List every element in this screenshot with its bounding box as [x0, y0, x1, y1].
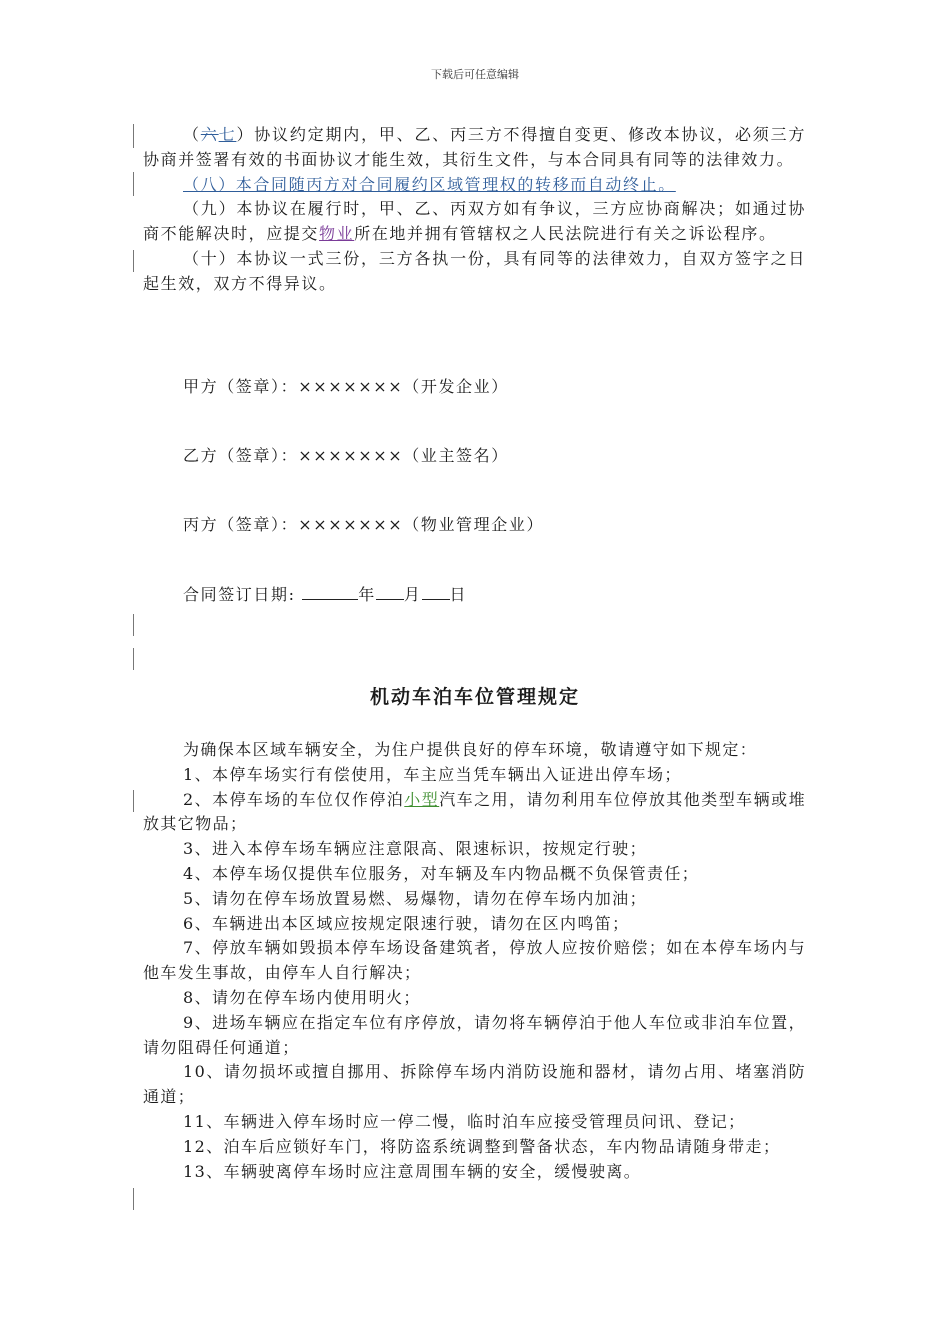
change-bar [133, 124, 134, 148]
clause-9: （九）本协议在履行时，甲、乙、丙双方如有争议，三方应协商解决；如通过协商不能解决时，应提交物业所在地并拥有管辖权之人民法院进行有关之诉讼程序。 [143, 199, 806, 244]
parking-rules [143, 738, 806, 1184]
rule-item: 3、进入本停车场车辆应注意限高、限速标识，按规定行驶； [183, 839, 647, 859]
rule-item: 1、本停车场实行有偿使用，车主应当凭车辆出入证进出停车场； [183, 764, 682, 784]
rule-item: 4、本停车场仅提供车位服务，对车辆及车内物品概不负保管责任； [183, 863, 700, 883]
deleted-text: 六 [200, 125, 219, 144]
rule-item: 9、进场车辆应在指定车位有序停放，请勿将车辆停泊于他人车位或非泊车位置，请勿阻碍任何通道； [143, 1012, 806, 1057]
change-bar [133, 250, 134, 272]
signature-party-a: 甲方（签章）：×××××××（开发企业） [183, 377, 509, 396]
contract-date: 合同签订日期: 年 月 日 [183, 585, 468, 604]
rule-item: 7、停放车辆如毁损本停车场设备建筑者，停放人应按价赔偿；如在本停车场内与他车发生事故，由停车人自行解决； [143, 938, 806, 983]
clause-10: （十）本协议一式三份，三方各执一份，具有同等的法律效力，自双方签字之日起生效，双方不得异议。 [143, 248, 806, 293]
rule-item: 10、请勿损坏或擅自挪用、拆除停车场内消防设施和器材，请勿占用、堵塞消防通道； [143, 1062, 806, 1107]
change-bar [133, 614, 134, 636]
rule-item: 13、车辆驶离停车场时应注意周围车辆的安全，缓慢驶离。 [183, 1161, 642, 1181]
clause-7: （六七）协议约定期内，甲、乙、丙三方不得擅自变更、修改本协议，必须三方协商并签署有效的书面协议才能生效，其衍生文件，与本合同具有同等的法律效力。 [143, 125, 806, 169]
change-bar [133, 790, 134, 812]
small-car-link[interactable]: 小型 [404, 789, 440, 809]
revision-line: （八）本合同随丙方对合同履约区域管理权的转移而自动终止。 [183, 174, 676, 194]
change-bar [133, 648, 134, 670]
month-blank [376, 583, 404, 600]
clause-8 [143, 173, 806, 198]
signature-party-c: 丙方（签章）：×××××××（物业管理企业） [183, 515, 545, 534]
rule-item: 12、泊车后应锁好车门，将防盗系统调整到警备状态，车内物品请随身带走； [183, 1136, 781, 1156]
rules-title: 机动车泊车位管理规定 [369, 686, 580, 708]
rule-item: 11、车辆进入停车场时应一停二慢，临时泊车应接受管理员问讯、登记； [183, 1111, 746, 1131]
signature-party-b: 乙方（签章）：×××××××（业主签名） [183, 446, 509, 465]
agreement-clauses [143, 123, 806, 297]
day-blank [422, 583, 450, 600]
change-bar [133, 172, 134, 196]
property-link[interactable]: 物业 [319, 224, 355, 244]
inserted-text: 七 [218, 125, 237, 144]
page-header: 下载后可任意编辑 [431, 68, 519, 81]
rule-item: 2、本停车场的车位仅作停泊小型汽车之用，请勿利用车位停放其他类型车辆或堆放其它物品； [143, 789, 806, 834]
rules-intro: 为确保本区域车辆安全，为住户提供良好的停车环境，敬请遵守如下规定： [183, 740, 758, 759]
rule-item: 8、请勿在停车场内使用明火； [183, 987, 421, 1007]
rule-item: 5、请勿在停车场放置易燃、易爆物，请勿在停车场内加油； [183, 888, 647, 908]
year-blank [302, 583, 358, 600]
rule-item: 6、车辆进出本区域应按规定限速行驶，请勿在区内鸣笛； [183, 913, 630, 933]
change-bar [133, 1188, 134, 1210]
